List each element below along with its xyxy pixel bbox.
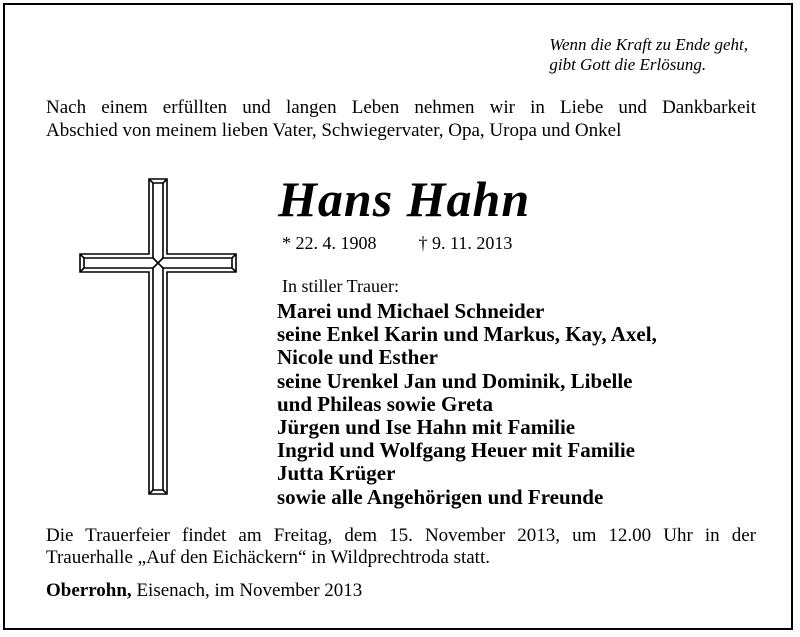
place-rest: Eisenach, im November 2013 (131, 580, 363, 601)
place-name: Oberrohn, (46, 580, 132, 601)
mourning-intro: In stiller Trauer: (282, 276, 399, 296)
funeral-service-text (46, 525, 756, 569)
motto-line: gibt Gott die Erlösung. (549, 55, 707, 74)
mourner-line: und Phileas sowie Greta (277, 391, 494, 416)
mourners-list (277, 300, 657, 509)
motto-line: Wenn die Kraft zu Ende geht, (549, 35, 748, 54)
mourner-line: Jutta Krüger (277, 461, 396, 486)
intro-line: Nach einem erfüllten und langen Leben nehmen wir in Liebe und Dankbarkeit (46, 97, 756, 118)
birth-date: * 22. 4. 1908 (282, 233, 377, 253)
intro-line: Abschied von meinem lieben Vater, Schwiegervater, Opa, Uropa und Onkel (46, 120, 622, 141)
deceased-name: Hans Hahn (278, 171, 531, 227)
intro-text (46, 96, 756, 142)
mourner-line: Ingrid und Wolfgang Heuer mit Familie (277, 438, 636, 463)
mourner-line: seine Urenkel Jan und Dominik, Libelle (277, 368, 633, 393)
service-line: Die Trauerfeier findet am Freitag, dem 15. November 2013, um 12.00 Uhr in der (46, 525, 756, 546)
life-dates (282, 232, 512, 254)
mourner-line: Nicole und Esther (277, 345, 439, 370)
mourner-line: Jürgen und Ise Hahn mit Familie (277, 415, 576, 440)
death-date: † 9. 11. 2013 (418, 233, 513, 253)
place-date (46, 580, 362, 602)
mourner-line: Marei und Michael Schneider (277, 299, 545, 323)
cross-icon (78, 178, 238, 496)
mourner-line: sowie alle Angehörigen und Freunde (277, 484, 604, 509)
mourner-line: seine Enkel Karin und Markus, Kay, Axel, (277, 322, 657, 347)
service-line: Trauerhalle „Auf den Eichäckern“ in Wildprechtroda statt. (46, 547, 490, 568)
motto (549, 35, 748, 75)
